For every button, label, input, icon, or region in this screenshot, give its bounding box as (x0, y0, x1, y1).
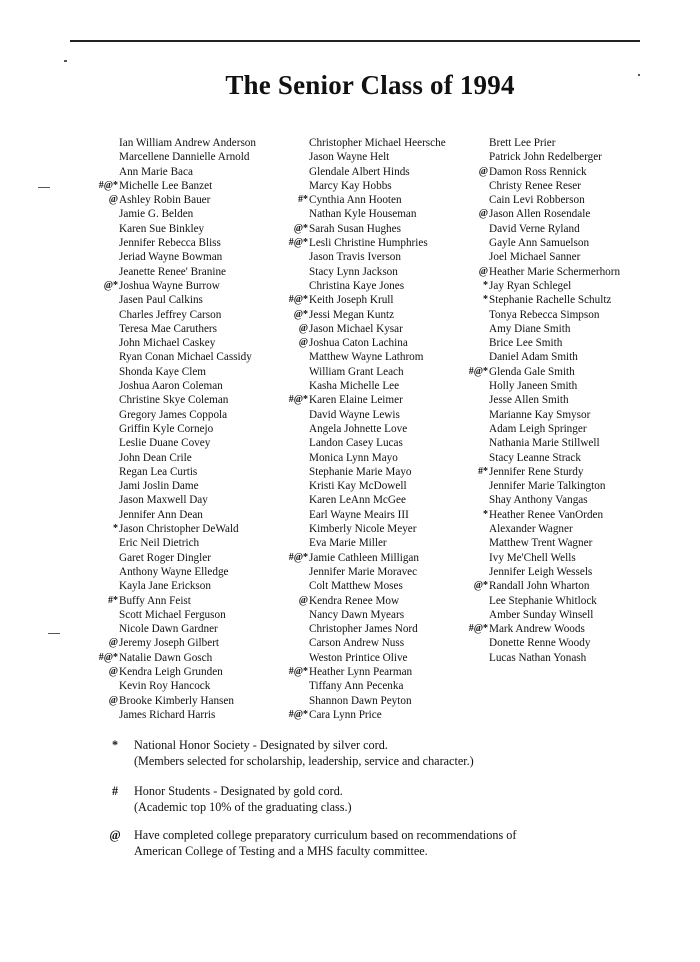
honor-mark: * (113, 523, 118, 535)
student-name: Alexander Wagner (489, 523, 573, 536)
student-name: John Dean Crile (119, 451, 192, 464)
student-name: Ann Marie Baca (119, 165, 193, 178)
student-name: Gregory James Coppola (119, 408, 228, 421)
page-title: The Senior Class of 1994 (225, 70, 515, 100)
student-name: Scott Michael Ferguson (119, 608, 226, 621)
student-name: Amy Diane Smith (489, 322, 571, 335)
honor-mark: #@* (288, 237, 308, 249)
honor-mark: @ (108, 194, 118, 206)
student-name: Jay Ryan Schlegel (489, 279, 572, 292)
student-name: Jason Christopher DeWald (119, 523, 239, 536)
student-name: Heather Renee VanOrden (489, 508, 604, 521)
student-name: Jason Maxwell Day (119, 494, 208, 507)
student-name: Jeremy Joseph Gilbert (119, 637, 220, 650)
student-name: Eva Marie Miller (309, 537, 387, 550)
honor-mark: #@* (288, 708, 308, 720)
student-name: Joel Michael Sanner (489, 251, 581, 264)
student-name: John Michael Caskey (119, 337, 216, 350)
student-name: Brooke Kimberly Hansen (119, 694, 234, 707)
student-name: Karen LeAnn McGee (309, 494, 406, 507)
scan-speck (64, 60, 67, 62)
honor-mark: @ (108, 637, 118, 649)
honor-mark: #@* (468, 623, 488, 635)
student-name: Shay Anthony Vangas (489, 494, 588, 507)
legend-symbol: * (111, 738, 119, 752)
student-name: Buffy Ann Feist (119, 594, 191, 607)
honor-mark: @ (478, 165, 488, 177)
student-name: Jamie G. Belden (119, 208, 194, 221)
student-name: Kimberly Nicole Meyer (309, 523, 417, 536)
legend-text: National Honor Society - Designated by silver cord. (134, 738, 388, 752)
student-name: Teresa Mae Caruthers (119, 322, 217, 335)
student-name: Jennifer Rene Sturdy (489, 465, 584, 478)
honor-mark: @ (108, 665, 118, 677)
student-name: Angela Johnette Love (309, 422, 408, 435)
honor-mark: #@* (288, 665, 308, 677)
student-name: Kevin Roy Hancock (119, 680, 211, 693)
honor-mark: #* (478, 465, 488, 477)
student-name: Adam Leigh Springer (489, 422, 587, 435)
honor-mark: @ (298, 337, 308, 349)
student-name: Jesse Allen Smith (489, 394, 569, 407)
honor-mark: @ (108, 694, 118, 706)
student-name: Eric Neil Dietrich (119, 537, 200, 550)
student-name: Christina Kaye Jones (309, 279, 405, 292)
student-name: Jessi Megan Kuntz (309, 308, 395, 321)
student-name: Christopher Michael Heersche (309, 137, 446, 149)
scan-speck (48, 633, 60, 634)
student-name: Joshua Caton Lachina (309, 337, 408, 350)
student-name: Leslie Duane Covey (119, 437, 211, 450)
student-name: Kendra Renee Mow (309, 594, 400, 607)
student-name: Brice Lee Smith (489, 337, 563, 350)
student-name: Marcy Kay Hobbs (309, 179, 392, 192)
student-name: Tonya Rebecca Simpson (489, 308, 600, 321)
student-name: Monica Lynn Mayo (309, 451, 398, 464)
legend-text: American College of Testing and a MHS faculty committee. (134, 843, 428, 858)
student-name: Jeanette Renee' Branine (119, 265, 227, 278)
student-name: Karen Sue Binkley (119, 222, 205, 235)
student-name: Holly Janeen Smith (489, 380, 578, 393)
scan-speck (38, 187, 50, 188)
student-name: Landon Casey Lucas (309, 437, 403, 450)
student-name: Tiffany Ann Pecenka (309, 680, 404, 693)
student-name: Anthony Wayne Elledge (119, 565, 229, 578)
student-name: Charles Jeffrey Carson (119, 308, 222, 321)
student-name: Jason Allen Rosendale (489, 208, 591, 221)
student-name: Mark Andrew Woods (489, 623, 585, 636)
student-name: Weston Printice Olive (309, 651, 408, 664)
honor-mark: #@* (288, 551, 308, 563)
honor-mark: * (483, 508, 488, 520)
honor-mark: #* (108, 594, 118, 606)
legend-text: Have completed college preparatory curriculum based on recommendations of (134, 828, 517, 842)
student-name: Glendale Albert Hinds (309, 165, 410, 178)
student-name: Carson Andrew Nuss (309, 637, 405, 650)
student-name: Christine Skye Coleman (119, 394, 229, 407)
student-name: Joshua Aaron Coleman (119, 380, 223, 393)
student-name: Stephanie Marie Mayo (309, 465, 412, 478)
student-name: Matthew Trent Wagner (489, 537, 593, 550)
top-rule (70, 40, 640, 42)
student-name: Shannon Dawn Peyton (309, 694, 412, 707)
student-name: Heather Marie Schermerhorn (489, 265, 621, 278)
student-name: Ashley Robin Bauer (119, 194, 211, 207)
honor-mark: @ (298, 594, 308, 606)
student-name: Ryan Conan Michael Cassidy (119, 351, 252, 364)
student-name: Brett Lee Prier (489, 137, 556, 149)
student-name: Stacy Lynn Jackson (309, 265, 398, 278)
honor-mark: #@* (98, 651, 118, 663)
student-name: Jason Michael Kysar (309, 322, 403, 335)
student-name: Sarah Susan Hughes (309, 222, 401, 235)
student-name: Daniel Adam Smith (489, 351, 578, 364)
student-name: Marcellene Dannielle Arnold (119, 151, 250, 164)
student-name: Cain Levi Robberson (489, 194, 585, 207)
student-name: Ian William Andrew Anderson (119, 137, 256, 149)
legend-text: (Academic top 10% of the graduating class.) (134, 799, 352, 814)
student-name: Jennifer Ann Dean (119, 508, 203, 521)
student-name: Michelle Lee Banzet (119, 179, 213, 192)
honor-mark: @ (478, 208, 488, 220)
student-name: Kendra Leigh Grunden (119, 665, 223, 678)
honor-mark: @* (103, 279, 118, 291)
student-name: Heather Lynn Pearman (309, 665, 413, 678)
student-name: Earl Wayne Meairs III (309, 508, 409, 521)
student-name: Jennifer Rebecca Bliss (119, 237, 221, 250)
student-name: Kayla Jane Erickson (119, 580, 211, 593)
student-name: Gayle Ann Samuelson (489, 237, 590, 250)
legend-text: Honor Students - Designated by gold cord. (134, 784, 343, 798)
student-name: Donette Renne Woody (489, 637, 591, 650)
honor-mark: @* (293, 222, 308, 234)
student-name: Lucas Nathan Yonash (489, 651, 587, 664)
student-name: Jennifer Marie Moravec (309, 565, 418, 578)
student-name: Christopher James Nord (309, 623, 418, 636)
student-name: Jasen Paul Calkins (119, 294, 203, 307)
legend-symbol: @ (109, 828, 121, 842)
student-name: Ivy Me'Chell Wells (489, 551, 576, 564)
legend-symbol: # (111, 784, 119, 798)
student-name: Shonda Kaye Clem (119, 365, 206, 378)
student-name: Regan Lea Curtis (119, 465, 198, 478)
student-name: Jami Joslin Dame (119, 480, 199, 493)
student-name: Stacy Leanne Strack (489, 451, 581, 464)
student-name: Natalie Dawn Gosch (119, 651, 213, 664)
honor-mark: @ (478, 265, 488, 277)
honor-mark: #@* (288, 394, 308, 406)
student-name: Stephanie Rachelle Schultz (489, 294, 612, 307)
student-name: Lesli Christine Humphries (309, 237, 428, 250)
honor-mark: @ (298, 322, 308, 334)
legend-text: (Members selected for scholarship, leadership, service and character.) (134, 753, 474, 768)
student-name: Nathan Kyle Houseman (309, 208, 417, 221)
student-name: Kristi Kay McDowell (309, 480, 407, 493)
student-name: Nancy Dawn Myears (309, 608, 405, 621)
honor-mark: #* (298, 194, 308, 206)
student-name: Garet Roger Dingler (119, 551, 211, 564)
student-name: Amber Sunday Winsell (489, 608, 594, 621)
student-name: Jason Wayne Helt (309, 151, 390, 164)
student-name: Randall John Wharton (489, 580, 590, 593)
student-name: Marianne Kay Smysor (489, 408, 591, 421)
student-name: Joshua Wayne Burrow (119, 279, 220, 292)
student-name: Colt Matthew Moses (309, 580, 403, 593)
student-name: Glenda Gale Smith (489, 365, 575, 378)
student-name: Griffin Kyle Cornejo (119, 422, 214, 435)
honor-mark: @* (473, 580, 488, 592)
student-name: Nicole Dawn Gardner (119, 623, 218, 636)
student-name: Lee Stephanie Whitlock (489, 594, 597, 607)
student-name: David Verne Ryland (489, 222, 580, 235)
student-name: Matthew Wayne Lathrom (309, 351, 424, 364)
honor-mark: @* (293, 308, 308, 320)
honor-mark: * (483, 294, 488, 306)
honor-mark: * (483, 279, 488, 291)
honor-mark: #@* (468, 365, 488, 377)
student-name: Damon Ross Rennick (489, 165, 587, 178)
honor-mark: #@* (98, 179, 118, 191)
student-name: Karen Elaine Leimer (309, 394, 403, 407)
student-name: Jeriad Wayne Bowman (119, 251, 223, 264)
student-name: Jason Travis Iverson (309, 251, 401, 264)
student-name: Christy Renee Reser (489, 179, 581, 192)
honor-mark: #@* (288, 294, 308, 306)
student-name: Cara Lynn Price (309, 708, 382, 721)
student-name: Kasha Michelle Lee (309, 380, 400, 393)
student-name: Jamie Cathleen Milligan (309, 551, 419, 564)
student-name: Patrick John Redelberger (489, 151, 602, 164)
student-name: Jennifer Leigh Wessels (489, 565, 593, 578)
student-name: Jennifer Marie Talkington (489, 480, 606, 493)
student-name: William Grant Leach (309, 365, 404, 378)
student-name: Keith Joseph Krull (309, 294, 394, 307)
student-name: James Richard Harris (119, 708, 216, 721)
student-name: Nathania Marie Stillwell (489, 437, 600, 450)
student-name: David Wayne Lewis (309, 408, 400, 421)
student-name: Cynthia Ann Hooten (309, 194, 402, 207)
